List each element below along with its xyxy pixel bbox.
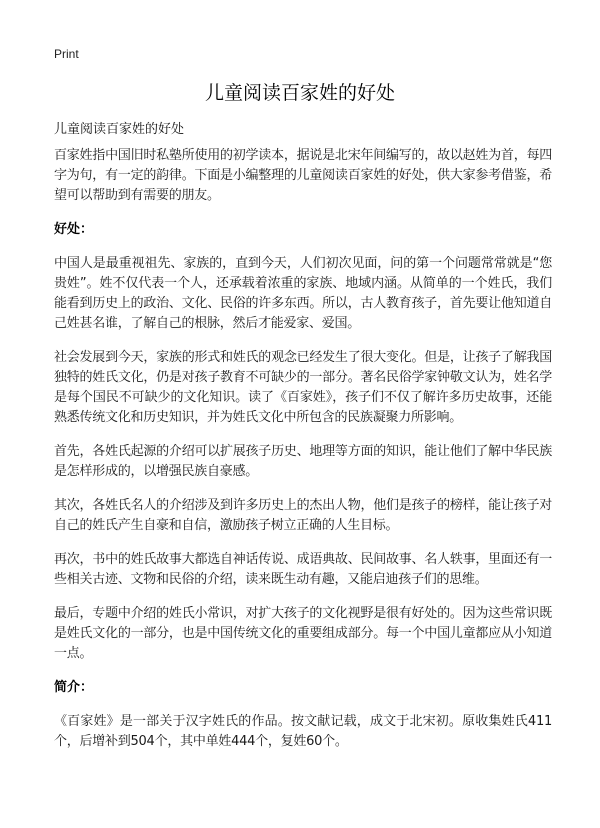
summary-heading: 简介： — [54, 680, 94, 695]
document-subtitle: 儿童阅读百家姓的好处 — [54, 122, 185, 137]
summary-paragraph: 《百家姓》是一部关于汉字姓氏的作品。按文献记载，成文于北宋初。原收集姓氏411个，后增补到504个，其中单姓444个，复姓60个。 — [54, 714, 552, 749]
benefits-heading: 好处： — [54, 222, 94, 237]
benefit-paragraph: 其次，各姓氏名人的介绍涉及到许多历史上的杰出人物，他们是孩子的榜样，能让孩子对自己的姓氏产生自豪和自信，激励孩子树立正确的人生目标。 — [54, 498, 552, 533]
print-link[interactable]: Print — [54, 47, 79, 61]
article-body — [54, 146, 552, 766]
benefit-paragraph: 中国人是最重视祖先、家族的，直到今天，人们初次见面，问的第一个问题常常就是“您贵姓”。姓不仅代表一个人，还承载着浓重的家族、地域内涵。从简单的一个姓氏，我们能看到历史上的政治、文化、民俗的许多东西。所以，古人教育孩子，首先要让他知道自己姓甚名谁，了解自己的根脉，然后才能爱家、爱国。 — [54, 256, 552, 331]
page-title: 儿童阅读百家姓的好处 — [204, 82, 395, 104]
benefit-paragraph: 首先，各姓氏起源的介绍可以扩展孩子历史、地理等方面的知识，能让他们了解中华民族是怎样形成的，以增强民族自豪感。 — [54, 444, 552, 479]
intro-paragraph: 百家姓指中国旧时私塾所使用的初学读本，据说是北宋年间编写的，故以赵姓为首，每四字为句，有一定的韵律。下面是小编整理的儿童阅读百家姓的好处，供大家参考借鉴，希望可以帮助到有需要的朋友。 — [54, 148, 552, 203]
benefit-paragraph: 最后，专题中介绍的姓氏小常识，对扩大孩子的文化视野是很有好处的。因为这些常识既是姓氏文化的一部分，也是中国传统文化的重要组成部分。每一个中国儿童都应从小知道一点。 — [54, 606, 552, 661]
benefit-paragraph: 再次，书中的姓氏故事大都选自神话传说、成语典故、民间故事、名人轶事，里面还有一些相关古迹、文物和民俗的介绍，读来既生动有趣，又能启迪孩子们的思维。 — [54, 552, 552, 587]
benefit-paragraph: 社会发展到今天，家族的形式和姓氏的观念已经发生了很大变化。但是，让孩子了解我国独特的姓氏文化，仍是对孩子教育不可缺少的一部分。著名民俗学家钟敬文认为，姓名学是每个国民不可缺少的文化知识。读了《百家姓》，孩子们不仅了解许多历史故事，还能熟悉传统文化和历史知识，并为姓氏文化中所包含的民族凝聚力所影响。 — [54, 350, 552, 425]
